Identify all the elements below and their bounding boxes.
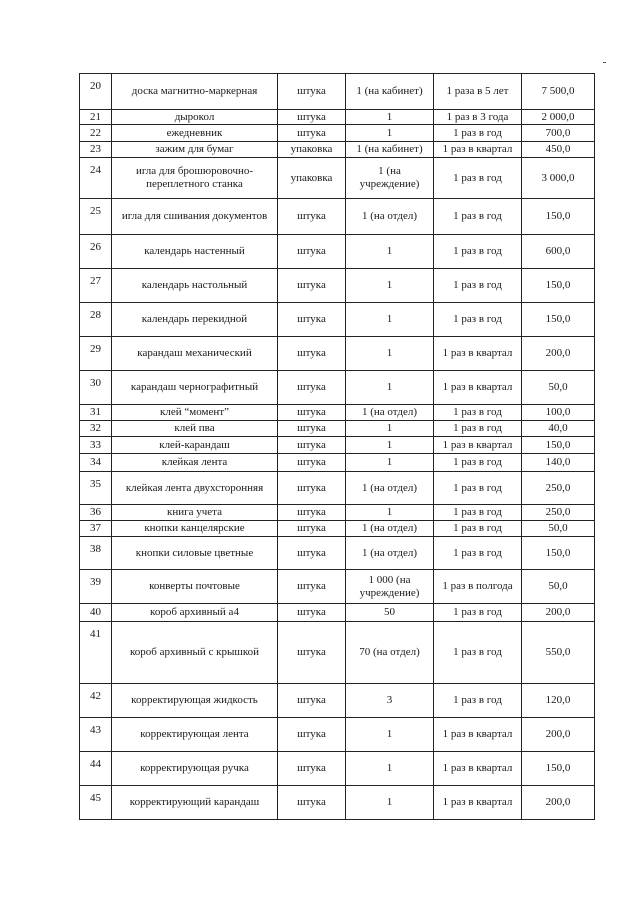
table-row [80, 604, 595, 622]
cell-quantity: 1 [346, 235, 434, 269]
cell-item-name: кнопки силовые цветные [112, 537, 278, 570]
cell-item-name: короб архивный с крышкой [112, 622, 278, 684]
cell-item-name: конверты почтовые [112, 570, 278, 604]
cell-row-number: 45 [80, 786, 112, 820]
cell-item-name: карандаш чернографитный [112, 371, 278, 405]
cell-price: 40,0 [522, 421, 595, 437]
table-row [80, 622, 595, 684]
cell-quantity: 50 [346, 604, 434, 622]
table-row [80, 786, 595, 820]
cell-row-number: 33 [80, 437, 112, 454]
table-row [80, 684, 595, 718]
table-row [80, 110, 595, 125]
cell-price: 700,0 [522, 125, 595, 142]
cell-frequency: 1 раз в год [434, 537, 522, 570]
cell-frequency: 1 раз в квартал [434, 752, 522, 786]
cell-quantity: 1 [346, 454, 434, 472]
cell-quantity: 1 000 (на учреждение) [346, 570, 434, 604]
cell-frequency: 1 раз в 3 года [434, 110, 522, 125]
cell-item-name: игла для брошюровочно-переплетного станка [112, 158, 278, 199]
cell-price: 50,0 [522, 371, 595, 405]
table-row [80, 521, 595, 537]
cell-frequency: 1 раз в год [434, 235, 522, 269]
table-row [80, 405, 595, 421]
cell-price: 100,0 [522, 405, 595, 421]
cell-item-name: корректирующий карандаш [112, 786, 278, 820]
cell-item-name: карандаш механический [112, 337, 278, 371]
cell-frequency: 1 раз в год [434, 303, 522, 337]
cell-unit: штука [278, 472, 346, 505]
cell-unit: штука [278, 269, 346, 303]
cell-item-name: клей-карандаш [112, 437, 278, 454]
cell-item-name: доска магнитно-маркерная [112, 74, 278, 110]
cell-unit: штука [278, 505, 346, 521]
cell-row-number: 36 [80, 505, 112, 521]
cell-row-number: 26 [80, 235, 112, 269]
cell-price: 120,0 [522, 684, 595, 718]
cell-price: 200,0 [522, 786, 595, 820]
cell-price: 250,0 [522, 505, 595, 521]
cell-row-number: 29 [80, 337, 112, 371]
cell-row-number: 31 [80, 405, 112, 421]
cell-item-name: короб архивный а4 [112, 604, 278, 622]
cell-quantity: 1 (на отдел) [346, 405, 434, 421]
cell-price: 150,0 [522, 537, 595, 570]
cell-frequency: 1 раз в год [434, 472, 522, 505]
cell-unit: штука [278, 622, 346, 684]
cell-row-number: 32 [80, 421, 112, 437]
cell-quantity: 1 [346, 110, 434, 125]
cell-row-number: 34 [80, 454, 112, 472]
cell-quantity: 1 (на кабинет) [346, 74, 434, 110]
cell-unit: штука [278, 521, 346, 537]
cell-quantity: 1 [346, 125, 434, 142]
cell-unit: штука [278, 537, 346, 570]
cell-quantity: 1 [346, 718, 434, 752]
table-row [80, 718, 595, 752]
table-row [80, 472, 595, 505]
cell-row-number: 24 [80, 158, 112, 199]
cell-quantity: 70 (на отдел) [346, 622, 434, 684]
cell-quantity: 1 [346, 421, 434, 437]
table-row [80, 235, 595, 269]
cell-row-number: 39 [80, 570, 112, 604]
cell-row-number: 35 [80, 472, 112, 505]
cell-row-number: 37 [80, 521, 112, 537]
table-row [80, 537, 595, 570]
cell-quantity: 1 [346, 752, 434, 786]
cell-price: 2 000,0 [522, 110, 595, 125]
table-row [80, 421, 595, 437]
cell-row-number: 27 [80, 269, 112, 303]
cell-unit: штука [278, 718, 346, 752]
cell-unit: штука [278, 421, 346, 437]
cell-quantity: 1 (на отдел) [346, 537, 434, 570]
cell-price: 7 500,0 [522, 74, 595, 110]
table-row [80, 337, 595, 371]
cell-quantity: 3 [346, 684, 434, 718]
cell-item-name: календарь настенный [112, 235, 278, 269]
cell-row-number: 43 [80, 718, 112, 752]
cell-frequency: 1 раз в год [434, 604, 522, 622]
cell-frequency: 1 раз в год [434, 454, 522, 472]
table-row [80, 199, 595, 235]
table-row [80, 505, 595, 521]
cell-item-name: клей пва [112, 421, 278, 437]
cell-unit: штука [278, 110, 346, 125]
cell-item-name: игла для сшивания документов [112, 199, 278, 235]
cell-row-number: 42 [80, 684, 112, 718]
cell-price: 50,0 [522, 570, 595, 604]
cell-item-name: книга учета [112, 505, 278, 521]
cell-price: 3 000,0 [522, 158, 595, 199]
table-row [80, 158, 595, 199]
cell-quantity: 1 [346, 505, 434, 521]
cell-quantity: 1 (на отдел) [346, 521, 434, 537]
cell-price: 140,0 [522, 454, 595, 472]
cell-quantity: 1 (на учреждение) [346, 158, 434, 199]
cell-frequency: 1 раз в квартал [434, 718, 522, 752]
cell-frequency: 1 раз в квартал [434, 786, 522, 820]
table-row [80, 752, 595, 786]
table-row [80, 74, 595, 110]
cell-frequency: 1 раз в год [434, 505, 522, 521]
scan-mark [603, 62, 606, 63]
cell-item-name: календарь настольный [112, 269, 278, 303]
cell-item-name: корректирующая лента [112, 718, 278, 752]
cell-unit: штука [278, 199, 346, 235]
cell-frequency: 1 раз в год [434, 684, 522, 718]
cell-price: 600,0 [522, 235, 595, 269]
cell-unit: штука [278, 437, 346, 454]
cell-price: 250,0 [522, 472, 595, 505]
cell-frequency: 1 раза в 5 лет [434, 74, 522, 110]
cell-item-name: клейкая лента двухсторонняя [112, 472, 278, 505]
cell-item-name: клей “момент” [112, 405, 278, 421]
cell-frequency: 1 раз в квартал [434, 142, 522, 158]
cell-unit: штука [278, 752, 346, 786]
cell-price: 50,0 [522, 521, 595, 537]
cell-frequency: 1 раз в год [434, 125, 522, 142]
cell-quantity: 1 [346, 786, 434, 820]
cell-price: 150,0 [522, 269, 595, 303]
table-row [80, 371, 595, 405]
table-row [80, 570, 595, 604]
cell-unit: штука [278, 371, 346, 405]
cell-quantity: 1 [346, 337, 434, 371]
cell-unit: штука [278, 303, 346, 337]
cell-frequency: 1 раз в год [434, 269, 522, 303]
cell-row-number: 21 [80, 110, 112, 125]
cell-item-name: дырокол [112, 110, 278, 125]
cell-quantity: 1 [346, 269, 434, 303]
cell-frequency: 1 раз в год [434, 158, 522, 199]
cell-item-name: календарь перекидной [112, 303, 278, 337]
cell-row-number: 41 [80, 622, 112, 684]
cell-frequency: 1 раз в год [434, 521, 522, 537]
cell-unit: упаковка [278, 158, 346, 199]
cell-price: 550,0 [522, 622, 595, 684]
cell-unit: штука [278, 786, 346, 820]
cell-item-name: корректирующая ручка [112, 752, 278, 786]
cell-unit: штука [278, 454, 346, 472]
cell-frequency: 1 раз в год [434, 622, 522, 684]
cell-unit: штука [278, 74, 346, 110]
table-row [80, 142, 595, 158]
cell-frequency: 1 раз в год [434, 421, 522, 437]
cell-unit: штука [278, 684, 346, 718]
cell-row-number: 38 [80, 537, 112, 570]
cell-frequency: 1 раз в полгода [434, 570, 522, 604]
cell-item-name: ежедневник [112, 125, 278, 142]
cell-row-number: 23 [80, 142, 112, 158]
cell-quantity: 1 [346, 303, 434, 337]
table-body [80, 74, 595, 820]
cell-frequency: 1 раз в квартал [434, 437, 522, 454]
cell-quantity: 1 (на кабинет) [346, 142, 434, 158]
table-row [80, 303, 595, 337]
table-row [80, 437, 595, 454]
cell-unit: штука [278, 405, 346, 421]
cell-item-name: корректирующая жидкость [112, 684, 278, 718]
cell-item-name: кнопки канцелярские [112, 521, 278, 537]
cell-row-number: 30 [80, 371, 112, 405]
cell-row-number: 22 [80, 125, 112, 142]
cell-quantity: 1 (на отдел) [346, 199, 434, 235]
cell-price: 450,0 [522, 142, 595, 158]
supplies-table [79, 73, 595, 820]
cell-frequency: 1 раз в год [434, 199, 522, 235]
cell-quantity: 1 [346, 437, 434, 454]
cell-price: 150,0 [522, 303, 595, 337]
cell-row-number: 40 [80, 604, 112, 622]
cell-item-name: клейкая лента [112, 454, 278, 472]
cell-row-number: 44 [80, 752, 112, 786]
cell-item-name: зажим для бумаг [112, 142, 278, 158]
cell-unit: штука [278, 125, 346, 142]
cell-unit: штука [278, 235, 346, 269]
cell-price: 200,0 [522, 337, 595, 371]
cell-unit: штука [278, 337, 346, 371]
table-row [80, 269, 595, 303]
table-row [80, 454, 595, 472]
cell-price: 200,0 [522, 604, 595, 622]
cell-row-number: 28 [80, 303, 112, 337]
cell-frequency: 1 раз в квартал [434, 371, 522, 405]
cell-row-number: 20 [80, 74, 112, 110]
cell-price: 150,0 [522, 437, 595, 454]
cell-unit: штука [278, 570, 346, 604]
cell-quantity: 1 (на отдел) [346, 472, 434, 505]
cell-price: 150,0 [522, 752, 595, 786]
cell-quantity: 1 [346, 371, 434, 405]
cell-unit: упаковка [278, 142, 346, 158]
cell-frequency: 1 раз в год [434, 405, 522, 421]
cell-price: 200,0 [522, 718, 595, 752]
cell-row-number: 25 [80, 199, 112, 235]
cell-frequency: 1 раз в квартал [434, 337, 522, 371]
cell-price: 150,0 [522, 199, 595, 235]
table-row [80, 125, 595, 142]
cell-unit: штука [278, 604, 346, 622]
